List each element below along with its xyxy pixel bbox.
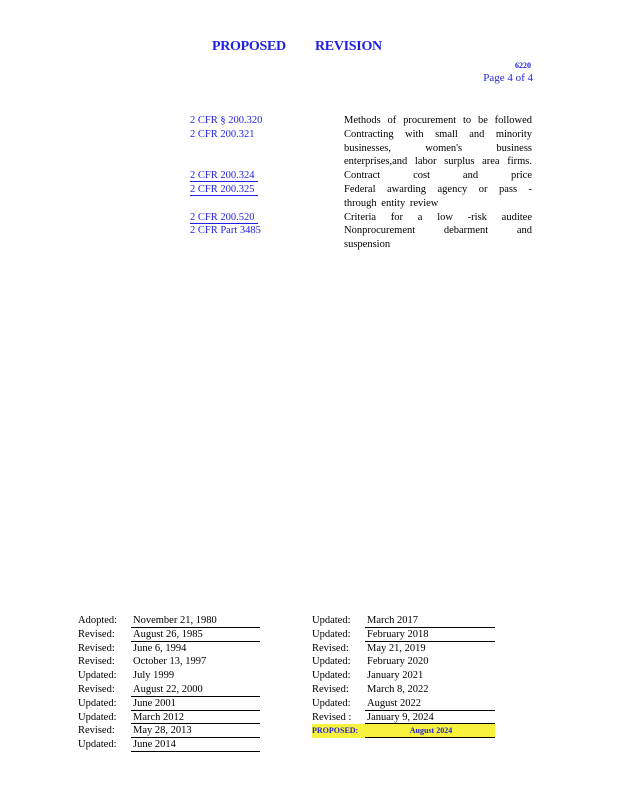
reference-row: [190, 128, 535, 169]
history-label: Updated:: [78, 711, 117, 723]
history-date: October 13, 1997: [133, 656, 207, 668]
history-date: March 2017: [365, 614, 495, 628]
reference-row: [190, 183, 535, 211]
history-label: Revised:: [78, 628, 115, 640]
history-row: [312, 697, 495, 711]
reference-code-link: 2 CFR 200.325: [190, 184, 258, 196]
history-row: [312, 683, 495, 697]
history-label: Updated:: [78, 739, 117, 751]
reference-row: [190, 211, 535, 225]
reference-code-link: 2 CFR 200.324: [190, 170, 258, 182]
history-left-column: [78, 614, 260, 752]
reference-code: 2 CFR Part 3485: [190, 225, 261, 237]
reference-description: Federal awarding agency or pass - through entity review: [344, 183, 532, 209]
reference-description: Nonprocurement debarment and suspension: [344, 225, 532, 251]
history-row: [78, 642, 260, 656]
history-row: [78, 669, 260, 683]
legal-references: [190, 114, 535, 252]
history-label: Revised:: [78, 642, 115, 654]
history-label: Revised:: [78, 656, 115, 668]
history-row: [312, 628, 495, 642]
reference-code: [190, 169, 344, 183]
history-row: [78, 655, 260, 669]
history-date: June 6, 1994: [133, 642, 187, 654]
history-row: [312, 669, 495, 683]
history-date: June 2001: [131, 697, 260, 711]
history-row: [78, 614, 260, 628]
history-date: August 22, 2000: [131, 683, 260, 697]
history-row: [312, 655, 495, 669]
history-row: [78, 697, 260, 711]
history-date: January 2021: [367, 670, 424, 682]
reference-row: [190, 114, 535, 128]
history-date: May 21, 2019: [367, 642, 426, 654]
history-date: November 21, 1980: [131, 614, 260, 628]
reference-description: Contract cost and price: [344, 170, 532, 182]
history-label: Updated:: [312, 697, 351, 709]
reference-code: [190, 211, 344, 225]
history-date: February 2018: [365, 628, 495, 642]
history-label: Updated:: [312, 670, 351, 682]
history-date: March 2012: [131, 711, 260, 725]
history-row: [312, 711, 495, 725]
history-row: [312, 614, 495, 628]
history-label: Updated:: [312, 656, 351, 668]
history-date: August 2022: [365, 697, 495, 711]
history-label: Revised:: [312, 683, 349, 695]
history-row: [78, 738, 260, 752]
reference-description: Criteria for a low -risk auditee: [344, 211, 532, 223]
history-label: Updated:: [312, 628, 351, 640]
history-date: February 2020: [367, 656, 429, 668]
reference-code-link: 2 CFR 200.520: [190, 212, 258, 224]
history-label: Revised:: [78, 725, 115, 737]
history-label: Revised:: [312, 642, 349, 654]
page-title-revision: REVISION: [315, 39, 382, 54]
history-label: Revised:: [78, 683, 115, 695]
history-label: Updated:: [78, 670, 117, 682]
history-row: [78, 628, 260, 642]
reference-row: [190, 224, 535, 252]
reference-code: 2 CFR 200.321: [190, 128, 255, 140]
history-label: Updated:: [312, 615, 351, 626]
reference-description: Methods of procurement to be followed: [344, 115, 532, 126]
reference-code: [190, 183, 344, 211]
history-date: June 2014: [131, 738, 260, 752]
history-date: January 9, 2024: [365, 711, 495, 725]
history-row: [78, 683, 260, 697]
reference-row: [190, 169, 535, 183]
reference-description: Contracting with small and minority businesses, women's business enterprises,and labor surplus area firms.: [344, 128, 532, 168]
history-label: Adopted:: [78, 615, 118, 626]
history-date: August 26, 1985: [131, 628, 260, 642]
page-title-proposed: PROPOSED: [212, 39, 286, 54]
page-number: Page 4 of 4: [483, 72, 533, 84]
history-row: [78, 724, 260, 738]
proposed-label: PROPOSED:: [312, 726, 359, 736]
history-date: March 8, 2022: [367, 683, 429, 695]
history-label: Revised :: [312, 711, 352, 723]
reference-code: 2 CFR § 200.320: [190, 115, 263, 126]
policy-number: 6220: [515, 61, 531, 70]
history-date: May 28, 2013: [131, 724, 260, 738]
history-right-column: [312, 614, 495, 738]
history-label: Updated:: [78, 697, 117, 709]
proposed-date: August 2024: [365, 724, 495, 738]
proposed-row: [312, 724, 495, 738]
history-row: [312, 642, 495, 656]
history-row: [78, 711, 260, 725]
history-date: July 1999: [133, 670, 175, 682]
